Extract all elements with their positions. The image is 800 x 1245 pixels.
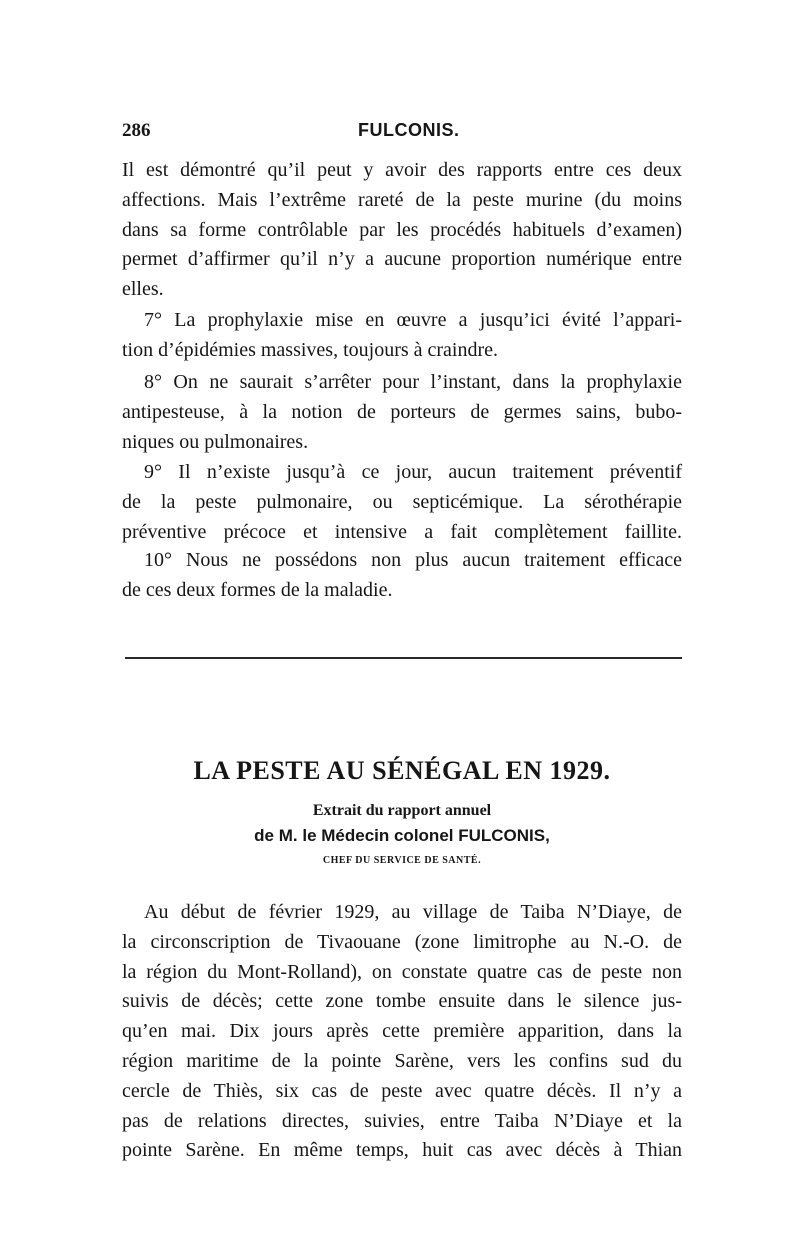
author-position: CHEF DU SERVICE DE SANTÉ. — [322, 855, 482, 866]
text-line: niques ou pulmonaires. — [122, 430, 309, 453]
running-title: FULCONIS. — [358, 120, 460, 140]
text-line: la région du Mont-Rolland), on constate quatre cas de peste non — [122, 960, 682, 983]
text-line: elles. — [122, 278, 164, 301]
text-line: pas de relations directes, suivies, entre Taiba N’Diaye et la — [122, 1109, 682, 1132]
paragraph-point-7 — [122, 306, 682, 366]
text-line: pointe Sarène. En même temps, huit cas avec décès à Thian — [122, 1139, 682, 1162]
text-line: antipesteuse, à la notion de porteurs de germes sains, bubo- — [122, 400, 682, 423]
text-line: 10° Nous ne possédons non plus aucun traitement efficace — [144, 549, 682, 571]
text-line: permet d’affirmer qu’il n’y a aucune proportion numérique entre — [122, 248, 682, 271]
text-line: suivis de décès; cette zone tombe ensuite dans le silence jus- — [122, 990, 682, 1013]
paragraph-point-9 — [122, 458, 682, 547]
paragraph-point-8 — [122, 368, 682, 457]
text-line: 7° La prophylaxie mise en œuvre a jusqu’ici évité l’appari- — [144, 309, 682, 331]
text-line: dans sa forme contrôlable par les procédés habituels d’examen) — [122, 218, 682, 241]
text-line: Au début de février 1929, au village de Taiba N’Diaye, de — [144, 901, 682, 923]
text-line: la circonscription de Tivaouane (zone limitrophe au N.-O. de — [122, 930, 682, 953]
page-number: 286 — [122, 120, 151, 141]
article-author: de M. le Médecin colonel FULCONIS, — [254, 826, 550, 845]
text-line: préventive précoce et intensive a fait complètement faillite. — [122, 520, 682, 543]
text-line: Il est démontré qu’il peut y avoir des rapports entre ces deux — [122, 159, 682, 181]
text-line: affections. Mais l’extrême rareté de la peste murine (du moins — [122, 188, 682, 211]
text-line: 8° On ne saurait s’arrêter pour l’instant, dans la prophylaxie — [144, 371, 682, 393]
text-line: région maritime de la pointe Sarène, vers les confins sud du — [122, 1049, 682, 1072]
text-line: de la peste pulmonaire, ou septicémique. La sérothérapie — [122, 490, 682, 513]
article-title: LA PESTE AU SÉNÉGAL EN 1929. — [193, 756, 611, 785]
text-line: de ces deux formes de la maladie. — [122, 578, 393, 601]
paragraph-intro — [122, 156, 682, 305]
text-line: tion d’épidémies massives, toujours à craindre. — [122, 338, 499, 361]
paragraph-point-10 — [122, 546, 682, 606]
section-divider — [125, 657, 682, 659]
text-line: 9° Il n’existe jusqu’à ce jour, aucun traitement préventif — [144, 461, 682, 483]
text-line: cercle de Thiès, six cas de peste avec quatre décès. Il n’y a — [122, 1079, 682, 1102]
text-line: qu’en mai. Dix jours après cette première apparition, dans la — [122, 1020, 682, 1043]
paragraph-body — [122, 898, 682, 1166]
article-subtitle: Extrait du rapport annuel — [312, 802, 492, 819]
page-header — [122, 120, 682, 146]
